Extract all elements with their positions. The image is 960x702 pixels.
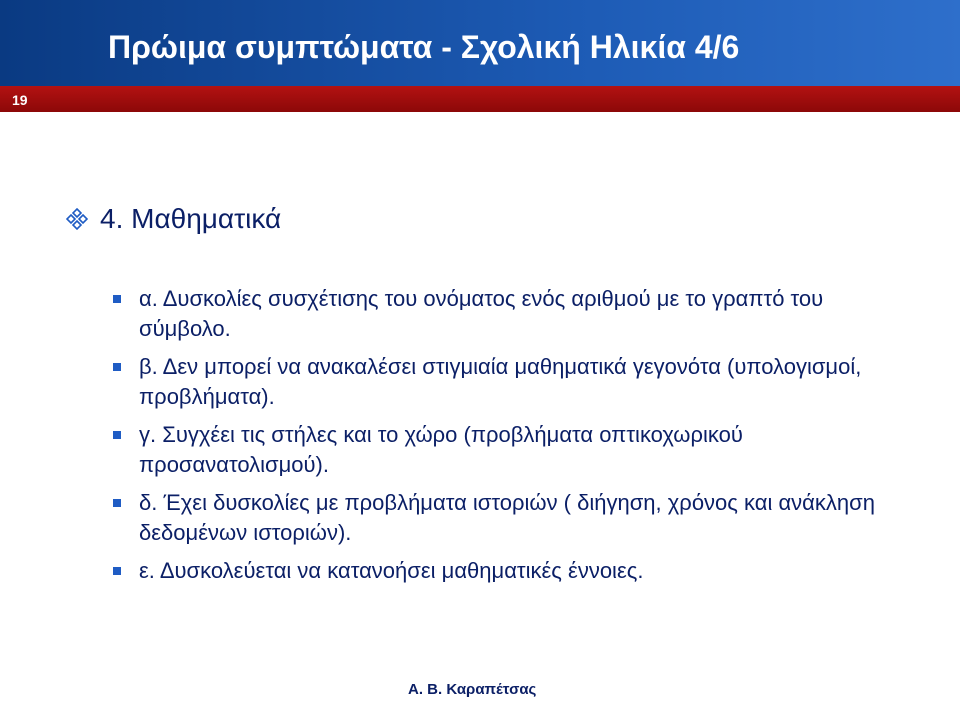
- list-item: [112, 420, 912, 480]
- list-item-text: β. Δεν μπορεί να ανακαλέσει στιγμιαία μαθηματικά γεγονότα (υπολογισμοί, προβλήματα).: [139, 354, 862, 409]
- square-bullet-icon: [113, 499, 121, 507]
- list-item-text: α. Δυσκολίες συσχέτισης του ονόματος ενός αριθμού με το γραπτό του σύμβολο.: [139, 286, 824, 341]
- section-heading: [66, 202, 281, 236]
- list-item: [112, 284, 912, 344]
- square-bullet-icon: [113, 567, 121, 575]
- heading-text: 4. Μαθηματικά: [100, 203, 282, 234]
- diamond-cluster-icon: [66, 208, 88, 230]
- list-item: [112, 556, 912, 586]
- slide-number: 19: [12, 92, 28, 108]
- bullet-list: [112, 284, 912, 594]
- list-item: [112, 488, 912, 548]
- list-item-text: ε. Δυσκολεύεται να κατανοήσει μαθηματικές έννοιες.: [139, 558, 644, 583]
- red-accent-bar: [0, 86, 960, 112]
- square-bullet-icon: [113, 363, 121, 371]
- header-band: [0, 0, 960, 86]
- list-item-text: δ. Έχει δυσκολίες με προβλήματα ιστοριών ( διήγηση, χρόνος και ανάκληση δεδομένων ιστοριών).: [139, 490, 875, 545]
- author-footer: Α. Β. Καραπέτσας: [408, 681, 537, 698]
- square-bullet-icon: [113, 431, 121, 439]
- list-item: [112, 352, 912, 412]
- slide-title: Πρώιμα συμπτώματα - Σχολική Ηλικία 4/6: [108, 29, 740, 65]
- square-bullet-icon: [113, 295, 121, 303]
- list-item-text: γ. Συγχέει τις στήλες και το χώρο (προβλήματα οπτικοχωρικού προσανατολισμού).: [139, 422, 743, 477]
